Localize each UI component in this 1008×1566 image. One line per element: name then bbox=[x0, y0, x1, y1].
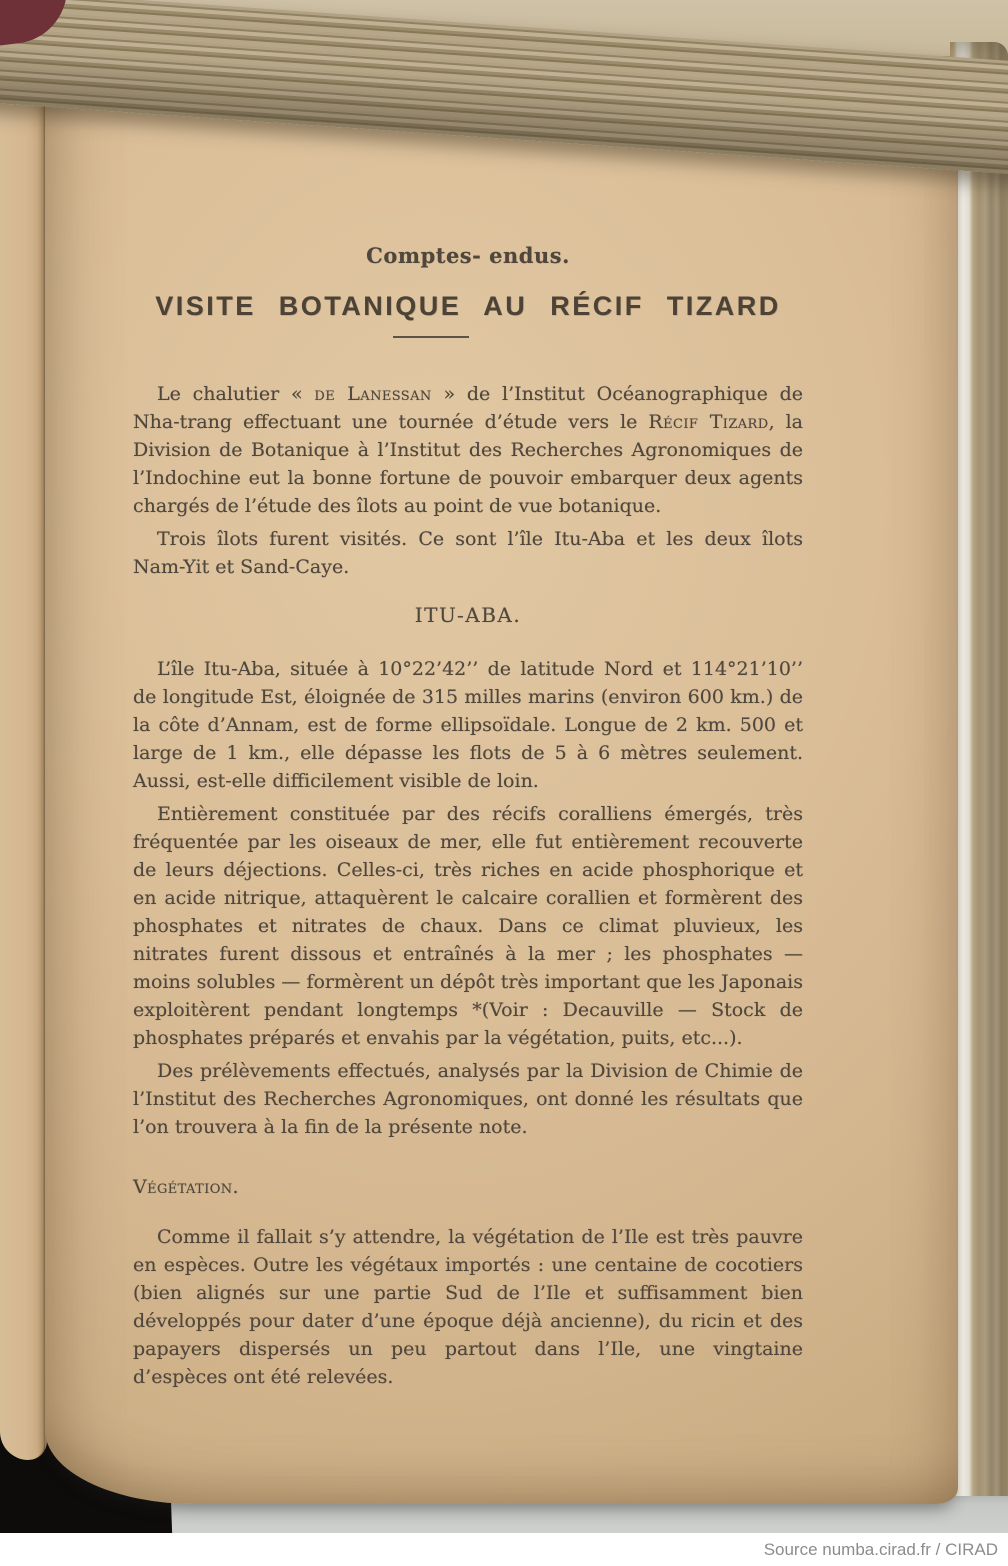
attribution-text: Source numba.cirad.fr / CIRAD bbox=[763, 1540, 998, 1559]
paragraph bbox=[133, 1057, 803, 1141]
paragraph bbox=[133, 380, 803, 520]
attribution-bar bbox=[0, 1533, 1008, 1566]
text-segment: Entièrement constituée par des récifs coralliens émergés, très fréquentée par les oiseaux de mer, elle fut entièrement recouverte de leurs déjections. Celles-ci, très riches en acide phosphorique et en acide nitrique, attaquèrent le calcaire corallien et formèrent des phosphates et nitrates de chaux. Dans ce climat pluvieux, les nitrates furent dissous et entraînés à la mer ; les phosphates — moins solubles — formèrent un dépôt très important que les Japonais exploitèrent pendant longtemps *(Voir : Decauville — Stock de phosphates préparés et envahis par la végétation, puits, etc...). bbox=[133, 803, 803, 1049]
book-page bbox=[45, 56, 958, 1504]
small-caps-text: Végétation. bbox=[133, 1176, 240, 1198]
text-segment: Le chalutier « bbox=[157, 383, 315, 405]
paragraph bbox=[133, 525, 803, 581]
previous-page-edge bbox=[0, 46, 47, 1460]
text-segment: L’île Itu-Aba, située à 10°22’42’’ de latitude Nord et 114°21’10’’ de longitude Est, éloignée de 315 milles marins (environ 600 km.) de la côte d’Annam, est de forme ellipsoïdale. Longue de 2 km. 500 et large de 1 km., elle dépasse les flots de 5 à 6 mètres seulement. Aussi, est-elle difficilement visible de loin. bbox=[133, 658, 803, 792]
subsection-heading bbox=[133, 1173, 803, 1201]
page-text bbox=[133, 242, 803, 1396]
text-segment: Des prélèvements effectués, analysés par la Division de Chimie de l’Institut des Recherches Agronomiques, ont donné les résultats que l’on trouvera à la fin de la présente note. bbox=[133, 1060, 803, 1138]
section-heading: ITU-ABA. bbox=[414, 603, 522, 627]
text-segment: , la Division de Botanique à l’Institut des Recherches Agronomiques de l’Indochine eut la bonne fortune de pouvoir embarquer deux agents chargés de l’étude des îlots au point de vue botanique. bbox=[133, 411, 804, 517]
heading-kicker: Comptes- endus. bbox=[366, 243, 570, 268]
paragraph bbox=[133, 1223, 803, 1391]
text-segment: Trois îlots furent visités. Ce sont l’île Itu-Aba et les deux îlots Nam-Yit et Sand-Caye. bbox=[133, 528, 803, 578]
article-title: VISITE BOTANIQUE AU RÉCIF TIZARD bbox=[155, 291, 781, 321]
small-caps-text: Récif Tizard bbox=[648, 411, 769, 433]
small-caps-text: de Lanessan bbox=[314, 383, 432, 405]
text-segment: Comme il fallait s’y attendre, la végétation de l’Ile est très pauvre en espèces. Outre les végétaux importés : une centaine de cocotiers (bien alignés sur une partie Sud de l’Ile et suffisamment bien développés pour dater d’une époque déjà ancienne), du ricin et des papayers dispersés un peu partout dans l’Ile, une vingtaine d’espèces ont été relevées. bbox=[133, 1226, 803, 1388]
text-segment: » de l’Institut Océanographique de Nha-trang effectuant une tournée d’étude vers le bbox=[133, 383, 803, 433]
paragraph bbox=[133, 800, 803, 1052]
paragraph bbox=[133, 655, 803, 795]
right-page-edges bbox=[950, 42, 1008, 1496]
title-rule bbox=[393, 336, 469, 338]
